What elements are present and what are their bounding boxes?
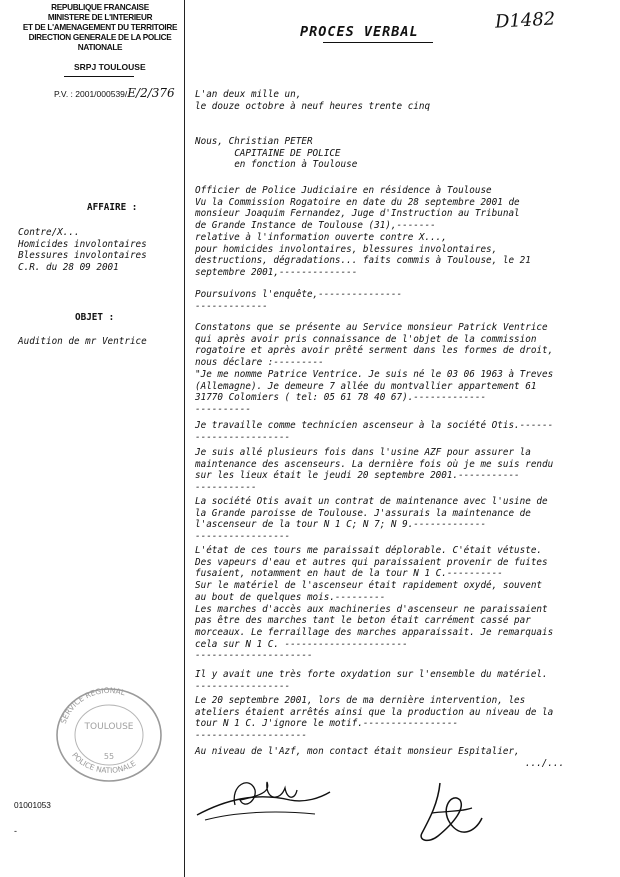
header-line: REPUBLIQUE FRANCAISE: [51, 3, 149, 12]
statement-paragraph: Constatons que se présente au Service monsieur Patrick Ventrice qui après avoir pris connaissance de l'objet de la commission rogatoire et après avoir prêté serment dans les formes de droit, nous déclare :--------- "Je me nomme Patrice Ventrice. Je suis né le 03 06 1963 à Treves (Allemagne). Je demeure 7 allée du montvallier appartement 61 31770 Colomiers ( tel: 05 61 78 40 67).------------- ----------: [195, 322, 554, 415]
mandate-paragraph: Officier de Police Judiciaire en résidence à Toulouse Vu la Commission Rogatoire en date du 28 septembre 2001 de monsieur Joaquim Fernandez, Juge d'Instruction au Tribunal de Grande Instance de Toulouse (31),------- relative à l'information ouverte contre X..., pour homicides involontaires, blessures involontaires, destructions, dégradations... faits commis à Toulouse, le 21 septembre 2001,--------------: [195, 185, 531, 278]
stamp-top-text: SERVICE REGIONAL: [58, 685, 127, 725]
objet-line: Audition de mr Ventrice: [18, 336, 147, 347]
signature-witness-icon: [410, 778, 490, 848]
footer-code: 01001053: [14, 800, 51, 810]
ministry-header: [8, 3, 192, 53]
signature-officer-icon: [195, 770, 335, 825]
header-line: MINISTERE DE L'INTERIEUR: [47, 13, 153, 22]
margin-divider: [184, 0, 185, 877]
stamp-number: 55: [103, 752, 115, 761]
statement-paragraph: Je suis allé plusieurs fois dans l'usine AZF pour assurer la maintenance des ascenseurs. La dernière fois où je me suis rendu sur les lieux était le jeudi 20 septembre 2001.----------- -----------: [195, 447, 554, 494]
service-name: SRPJ TOULOUSE: [74, 62, 146, 72]
pv-handwritten: E/2/376: [127, 86, 175, 100]
affaire-line: C.R. du 28 09 2001: [18, 262, 119, 274]
continuation-mark: .../...: [525, 758, 565, 769]
stamp-center-text: TOULOUSE: [84, 722, 134, 732]
affaire-details: [18, 227, 147, 274]
header-line: ET DE L'AMENAGEMENT DU TERRITOIRE: [22, 23, 178, 32]
service-underline: [64, 76, 134, 77]
pursue-paragraph: Poursuivons l'enquête,--------------- -------------: [195, 289, 403, 312]
stamp-bottom-text: POLICE NATIONALE: [70, 750, 138, 775]
objet-title: OBJET :: [75, 312, 115, 323]
statement-paragraph: Je travaille comme technicien ascenseur à la société Otis.------ -----------------: [195, 420, 554, 443]
pv-label: P.V. : 2001/000539/: [54, 89, 128, 99]
date-paragraph: L'an deux mille un, le douze octobre à neuf heures trente cinq: [195, 89, 431, 112]
statement-paragraph: Le 20 septembre 2001, lors de ma dernière intervention, les ateliers étaient arrêtés ainsi que la production au niveau de la tour N 1 C. J'ignore le motif.----------------- --------------------: [195, 695, 554, 742]
statement-paragraph: Au niveau de l'Azf, mon contact était monsieur Espitalier,: [195, 746, 520, 757]
affaire-line: Blessures involontaires: [18, 250, 147, 262]
officer-paragraph: Nous, Christian PETER CAPITAINE DE POLICE en fonction à Toulouse: [195, 136, 358, 171]
police-stamp-icon: [50, 683, 168, 783]
affaire-line: Homicides involontaires: [18, 238, 147, 250]
statement-paragraph: L'état de ces tours me paraissait déplorable. C'était vétuste. Des vapeurs d'eau et autres qui paraissaient provenir de fuites fusaient, notamment en haut de la tour N 1 C.---------- Sur le matériel de l'ascenseur était rapidement oxydé, souvent au bout de quelques mois.--------- Les marches d'accès aux machineries d'ascenseur ne paraissaient pas être des marches tant le beton était carrément cassé par morceaux. Le ferraillage des marches apparaissait. Je remarquais cela sur N 1 C. ---------------------- ---------------------: [195, 545, 554, 662]
affaire-line: Contre/X...: [18, 227, 80, 238]
affaire-title: AFFAIRE :: [87, 202, 138, 213]
document-reference: D1482: [494, 8, 556, 33]
pv-number: [54, 86, 175, 100]
page-title: PROCES VERBAL: [300, 24, 419, 40]
header-line: DIRECTION GENERALE DE LA POLICE NATIONALE: [28, 33, 172, 52]
statement-paragraph: Il y avait une très forte oxydation sur l'ensemble du matériel. -----------------: [195, 669, 548, 692]
footer-mark: -: [14, 826, 17, 836]
statement-paragraph: La société Otis avait un contrat de maintenance avec l'usine de la Grande paroisse de Toulouse. J'assurais la maintenance de l'ascenseur de la tour N 1 C; N 7; N 9.------------- -----------------: [195, 496, 548, 543]
title-underline: [323, 42, 433, 43]
